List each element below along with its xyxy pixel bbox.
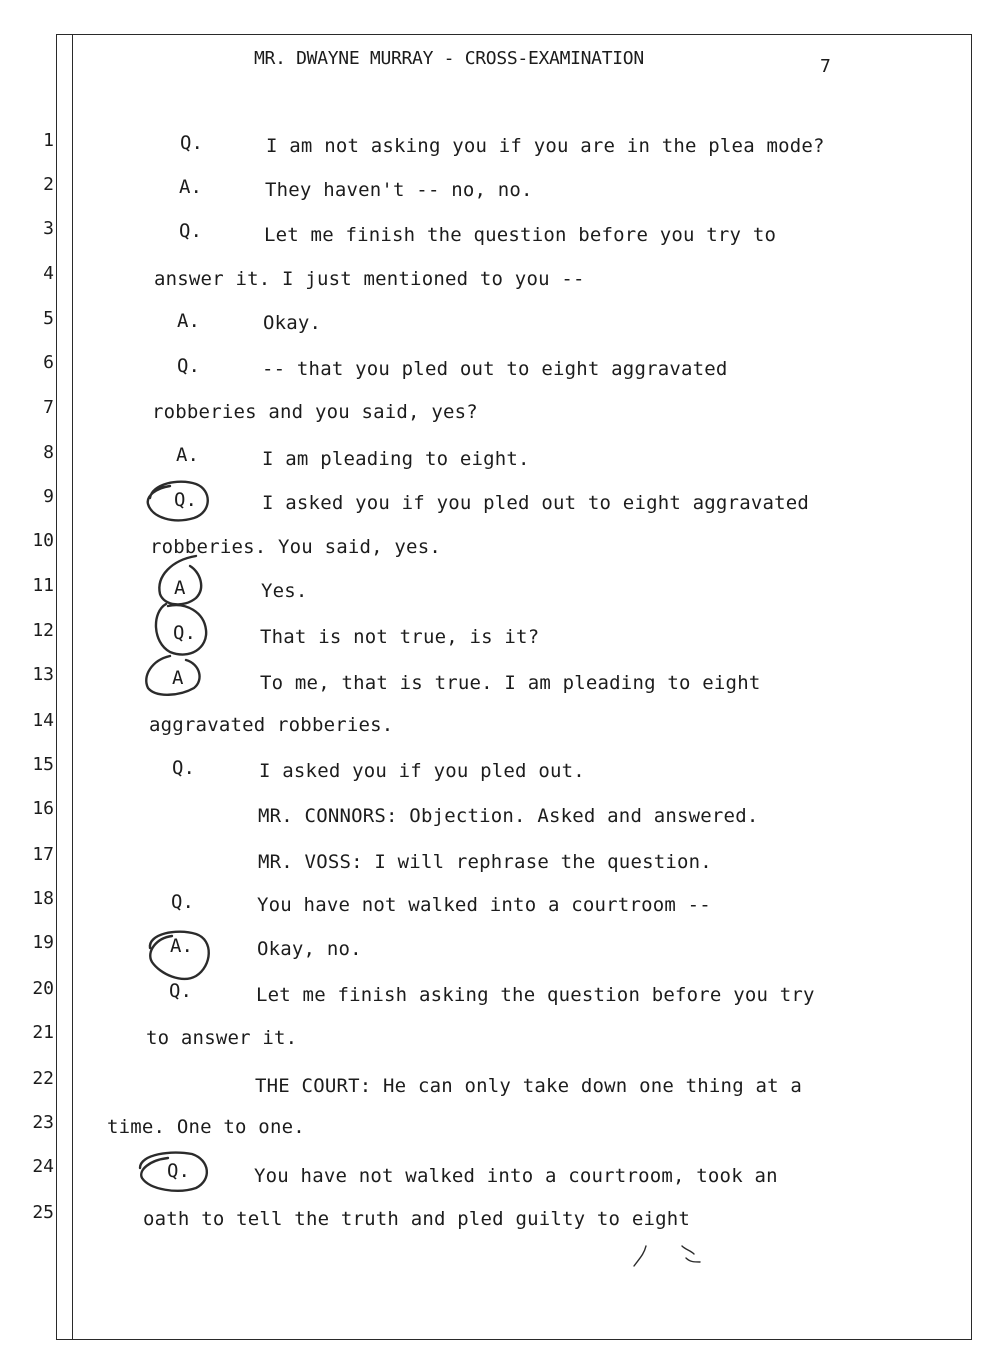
transcript-line-text: aggravated robberies. <box>149 714 394 736</box>
line-number: 3 <box>43 218 54 239</box>
speaker-label: A <box>174 577 186 599</box>
transcript-line-text: robberies. You said, yes. <box>150 536 441 558</box>
speaker-label: Q. <box>180 132 203 154</box>
transcript-line-text: They haven't -- no, no. <box>265 179 533 201</box>
speaker-label: A. <box>179 176 202 198</box>
transcript-line-text: time. One to one. <box>107 1116 305 1138</box>
transcript-line-text: Let me finish asking the question before you try <box>256 984 815 1006</box>
line-number: 8 <box>43 442 54 463</box>
transcript-line-text: -- that you pled out to eight aggravated <box>262 358 728 380</box>
transcript-line-text: THE COURT: He can only take down one thing at a <box>255 1075 803 1097</box>
line-number: 19 <box>32 932 54 953</box>
transcript-line-text: MR. CONNORS: Objection. Asked and answered. <box>258 805 759 827</box>
line-number: 7 <box>43 397 54 418</box>
transcript-line-text: Okay, no. <box>257 938 362 960</box>
line-number: 11 <box>32 575 54 596</box>
transcript-line-text: You have not walked into a courtroom -- <box>257 894 711 916</box>
speaker-label: A <box>172 667 184 689</box>
speaker-label: A. <box>176 444 199 466</box>
line-number: 2 <box>43 174 54 195</box>
speaker-label: A. <box>177 310 200 332</box>
transcript-line-text: I am pleading to eight. <box>262 448 530 470</box>
speaker-label: Q. <box>172 757 195 779</box>
line-number: 22 <box>32 1068 54 1089</box>
transcript-line-text: I asked you if you pled out. <box>259 760 585 782</box>
transcript-line-text: Yes. <box>261 580 308 602</box>
transcript-line-text: You have not walked into a courtroom, took an <box>254 1165 778 1187</box>
transcript-line-text: I am not asking you if you are in the plea mode? <box>266 135 825 157</box>
line-number: 20 <box>32 978 54 999</box>
line-number: 18 <box>32 888 54 909</box>
line-number: 9 <box>43 486 54 507</box>
speaker-label: Q. <box>171 891 194 913</box>
line-number: 16 <box>32 798 54 819</box>
transcript-line-text: to answer it. <box>146 1027 298 1049</box>
line-number: 5 <box>43 308 54 329</box>
transcript-line-text: Okay. <box>263 312 322 334</box>
transcript-line-text: Let me finish the question before you try to <box>264 224 777 246</box>
page-header-title: MR. DWAYNE MURRAY - CROSS-EXAMINATION <box>254 48 644 69</box>
transcript-line-text: That is not true, is it? <box>260 626 540 648</box>
speaker-label: Q. <box>169 980 192 1002</box>
line-number: 25 <box>32 1202 54 1223</box>
line-number: 17 <box>32 844 54 865</box>
line-number: 13 <box>32 664 54 685</box>
speaker-label: Q. <box>177 355 200 377</box>
line-number-margin-rule <box>72 34 73 1340</box>
line-number: 6 <box>43 352 54 373</box>
transcript-line-text: answer it. I just mentioned to you -- <box>154 268 585 290</box>
speaker-label: Q. <box>179 220 202 242</box>
line-number: 23 <box>32 1112 54 1133</box>
transcript-line-text: MR. VOSS: I will rephrase the question. <box>258 851 712 873</box>
speaker-label: Q. <box>174 489 197 511</box>
page-number: 7 <box>820 56 831 77</box>
line-number: 21 <box>32 1022 54 1043</box>
transcript-line-text: robberies and you said, yes? <box>152 401 478 423</box>
line-number: 24 <box>32 1156 54 1177</box>
line-number: 10 <box>32 530 54 551</box>
transcript-line-text: To me, that is true. I am pleading to eight <box>260 672 761 694</box>
speaker-label: Q. <box>173 622 196 644</box>
speaker-label: A. <box>170 935 193 957</box>
line-number: 4 <box>43 263 54 284</box>
line-number: 15 <box>32 754 54 775</box>
line-number: 14 <box>32 710 54 731</box>
transcript-line-text: oath to tell the truth and pled guilty to eight <box>143 1208 691 1230</box>
line-number: 1 <box>43 130 54 151</box>
speaker-label: Q. <box>167 1160 190 1182</box>
line-number: 12 <box>32 620 54 641</box>
transcript-line-text: I asked you if you pled out to eight aggravated <box>262 492 810 514</box>
